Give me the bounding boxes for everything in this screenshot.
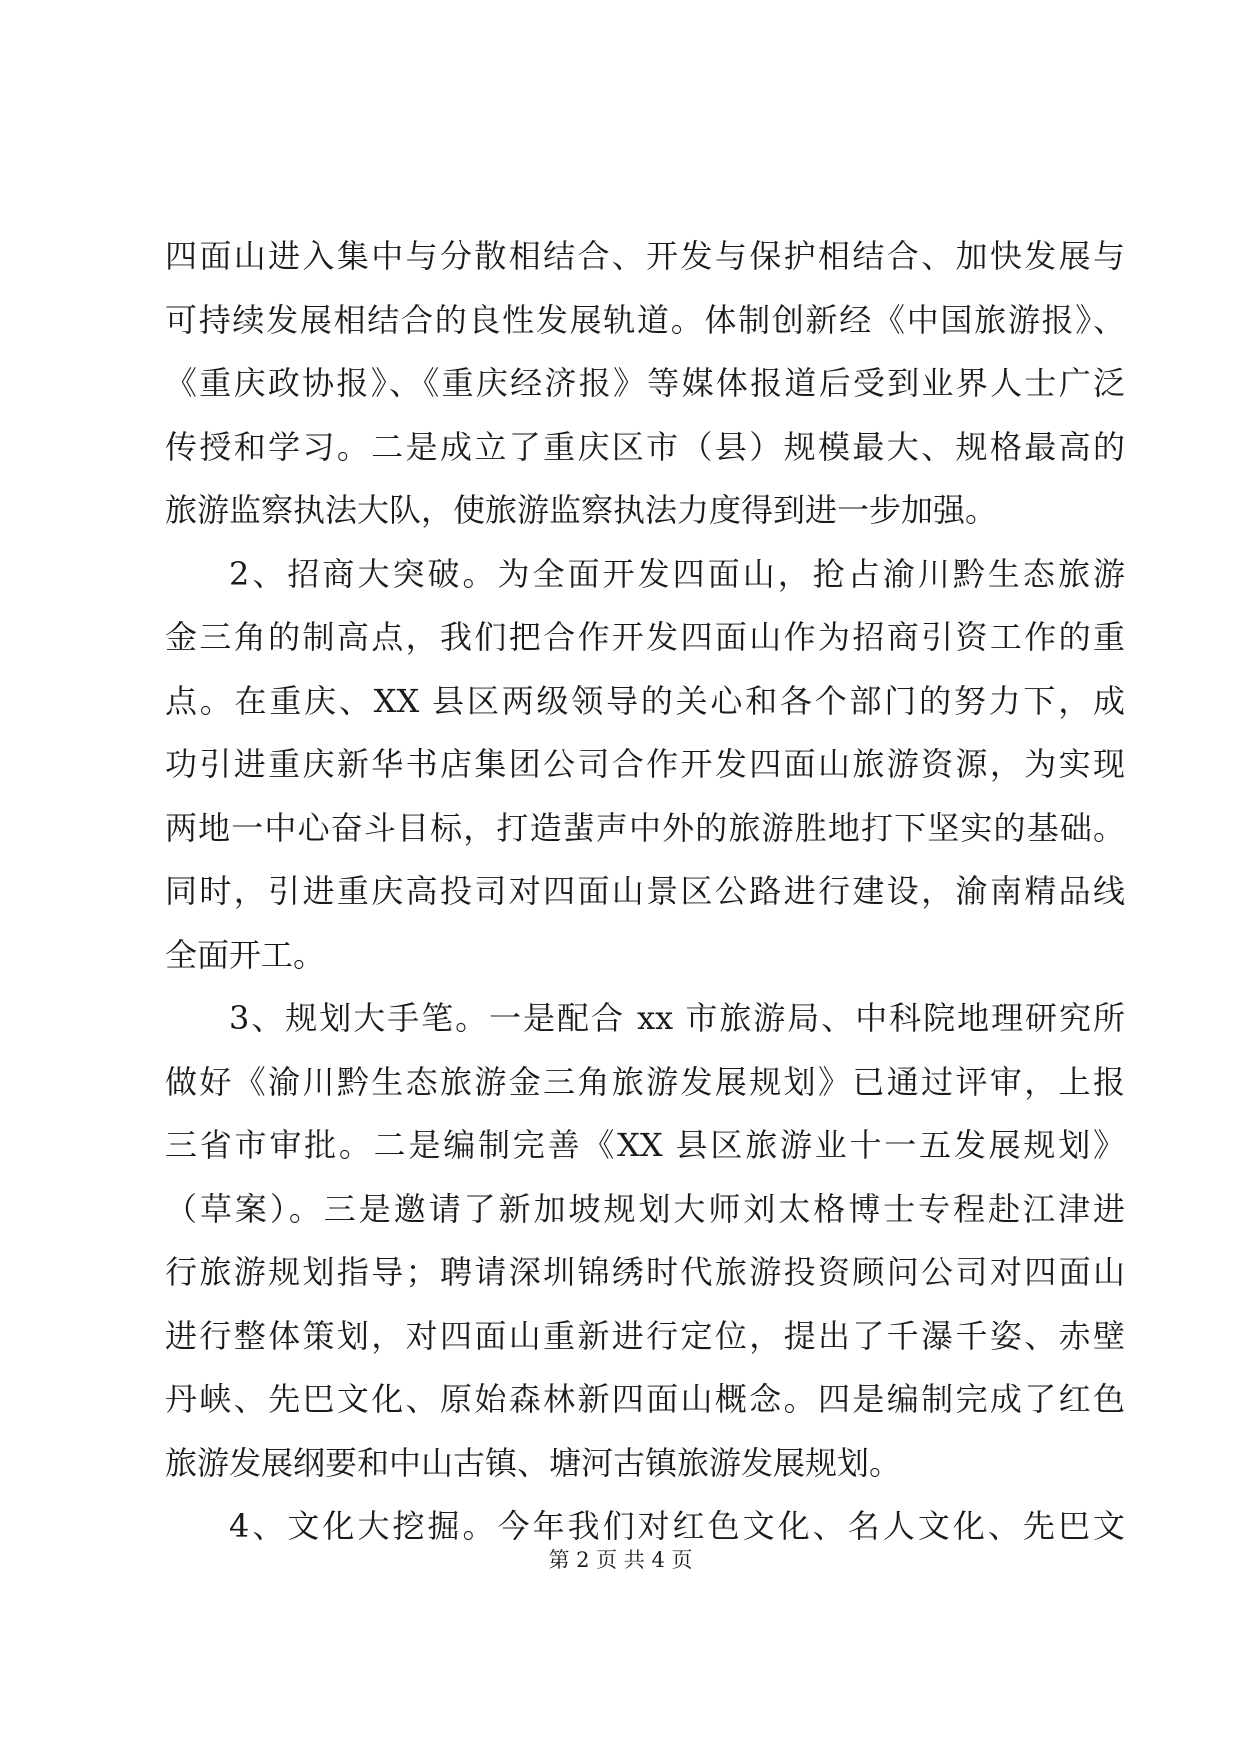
text-line: 行旅游规划指导；聘请深圳锦绣时代旅游投资顾问公司对四面山	[165, 1253, 1125, 1291]
text-line: 传授和学习。二是成立了重庆区市（县）规模最大、规格最高的	[165, 427, 1125, 466]
document-body	[165, 225, 1125, 1559]
text-line: （草案）。三是邀请了新加坡规划大师刘太格博士专程赴江津进	[165, 1189, 1125, 1228]
text-line: 两地一中心奋斗目标，打造蜚声中外的旅游胜地打下坚实的基础。	[165, 808, 1125, 847]
paragraph	[165, 987, 1125, 1495]
paragraph	[165, 225, 1125, 543]
text-line: 可持续发展相结合的良性发展轨道。体制创新经《中国旅游报》、	[165, 300, 1125, 339]
text-line: 旅游监察执法大队，使旅游监察执法力度得到进一步加强。	[165, 491, 998, 529]
text-line: 《重庆政协报》、《重庆经济报》等媒体报道后受到业界人士广泛	[165, 364, 1125, 402]
text-line: 三省市审批。二是编制完善《XX 县区旅游业十一五发展规划》	[165, 1126, 1125, 1164]
text-line: 进行整体策划，对四面山重新进行定位，提出了千瀑千姿、赤壁	[165, 1316, 1125, 1355]
text-line: 金三角的制高点，我们把合作开发四面山作为招商引资工作的重	[165, 618, 1125, 656]
text-line: 旅游发展纲要和中山古镇、塘河古镇旅游发展规划。	[165, 1443, 902, 1482]
paragraph	[165, 543, 1125, 988]
text-line: 同时，引进重庆高投司对四面山景区公路进行建设，渝南精品线	[165, 872, 1125, 910]
text-line: 丹峡、先巴文化、原始森林新四面山概念。四是编制完成了红色	[165, 1380, 1125, 1418]
text-line: 2、招商大突破。为全面开发四面山，抢占渝川黔生态旅游	[229, 554, 1125, 593]
text-line: 3、规划大手笔。一是配合 xx 市旅游局、中科院地理研究所	[229, 999, 1125, 1037]
text-line: 四面山进入集中与分散相结合、开发与保护相结合、加快发展与	[165, 237, 1125, 275]
text-line: 点。在重庆、XX 县区两级领导的关心和各个部门的努力下，成	[165, 681, 1125, 720]
text-line: 全面开工。	[165, 935, 326, 974]
text-line: 4、文化大挖掘。今年我们对红色文化、名人文化、先巴文	[229, 1507, 1125, 1545]
text-line: 做好《渝川黔生态旅游金三角旅游发展规划》已通过评审，上报	[165, 1062, 1125, 1101]
text-line: 功引进重庆新华书店集团公司合作开发四面山旅游资源，为实现	[165, 745, 1125, 783]
page-footer: 第 2 页 共 4 页	[548, 1548, 693, 1572]
